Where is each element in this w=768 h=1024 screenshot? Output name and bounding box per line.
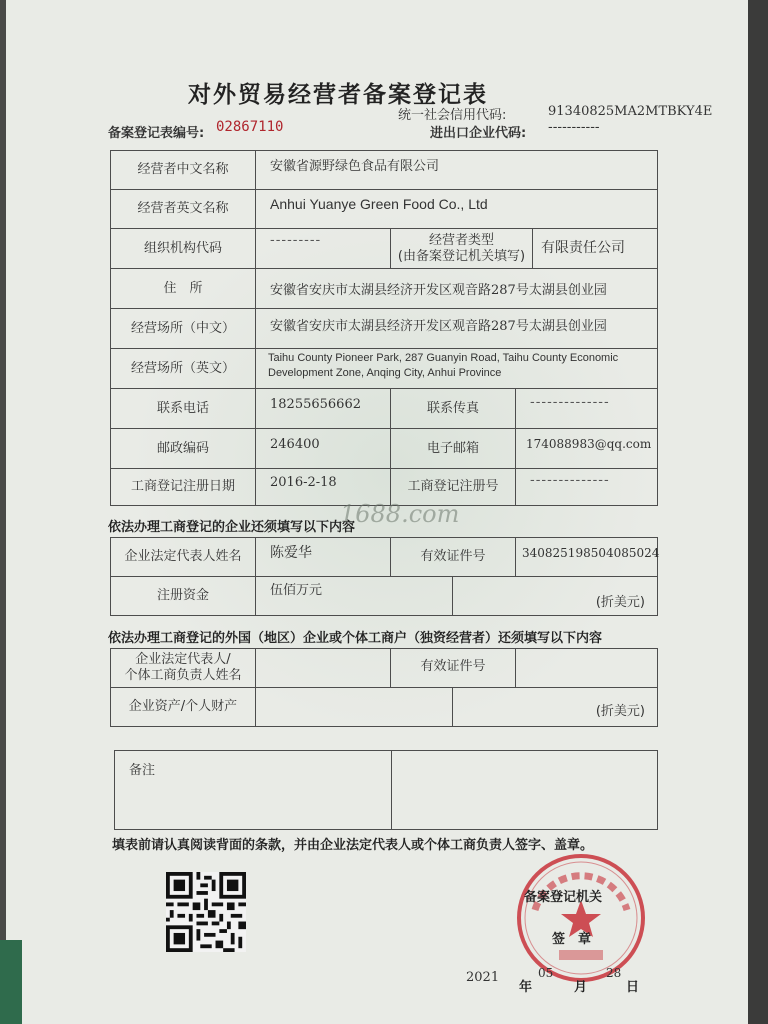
rep3-label-cell (110, 648, 256, 688)
assets-unit: (折美元) (452, 687, 658, 727)
year-label: 年 (519, 980, 533, 995)
type-label-cell (390, 228, 533, 269)
phone-label: 联系电话 (110, 388, 256, 429)
email-value: 174088983@qq.com (515, 428, 658, 469)
org-code-value: --------- (255, 228, 391, 269)
id3-value (515, 648, 658, 688)
biz-cn-value: 安徽省安庆市太湖县经济开发区观音路287号太湖县创业园 (255, 308, 658, 349)
fax-label: 联系传真 (390, 388, 516, 429)
assets-label: 企业资产/个人财产 (110, 687, 256, 727)
uscc-value: 91340825MA2MTBKY4E (548, 104, 713, 119)
capital-unit: (折美元) (452, 576, 658, 616)
remarks-label: 备注 (114, 750, 392, 830)
reg-date-label: 工商登记注册日期 (110, 468, 256, 506)
rep3-label-line-1: 企业法定代表人/ (135, 652, 231, 667)
email-label: 电子邮箱 (390, 428, 516, 469)
authority-label: 备案登记机关 (524, 890, 603, 905)
day-label: 日 (626, 980, 640, 995)
ie-code-label: 进出口企业代码: (430, 126, 527, 141)
rep-value: 陈爱华 (255, 537, 391, 577)
id-value: 340825198504085024 (515, 537, 658, 577)
section2-heading: 依法办理工商登记的企业还须填写以下内容 (108, 520, 356, 535)
biz-en-line-1: Taihu County Pioneer Park, 287 Guanyin Road, Taihu County Economic (268, 352, 619, 364)
reg-num-value: -------------- (515, 468, 658, 506)
id-label: 有效证件号 (390, 537, 516, 577)
year-value: 2021 (466, 970, 500, 985)
remarks-value (391, 750, 658, 830)
reg-no-label: 备案登记表编号: (108, 126, 205, 141)
phone-value: 18255656662 (255, 388, 391, 429)
org-code-label: 组织机构代码 (110, 228, 256, 269)
type-sublabel: (由备案登记机关填写) (397, 248, 526, 264)
background-object (0, 940, 22, 1024)
address-value: 安徽省安庆市太湖县经济开发区观音路287号太湖县创业园 (255, 268, 658, 309)
ie-code-value: ----------- (548, 120, 600, 135)
type-value: 有限责任公司 (532, 228, 658, 269)
cn-name-label: 经营者中文名称 (110, 150, 256, 190)
id3-label: 有效证件号 (390, 648, 516, 688)
reg-no-value: 02867110 (216, 119, 284, 135)
form-title: 对外贸易经营者备案登记表 (188, 82, 488, 108)
biz-en-line-2: Development Zone, Anqing City, Anhui Province (268, 367, 502, 379)
rep-label: 企业法定代表人姓名 (110, 537, 256, 577)
biz-cn-label: 经营场所（中文） (110, 308, 256, 349)
en-name-value: Anhui Yuanye Green Food Co., Ltd (255, 189, 658, 229)
official-seal (513, 850, 649, 986)
reg-date-value: 2016-2-18 (255, 468, 391, 506)
fax-value: -------------- (515, 388, 658, 429)
section3-heading: 依法办理工商登记的外国（地区）企业或个体工商户（独资经营者）还须填写以下内容 (108, 631, 603, 646)
rep3-label-line-2: 个体工商负责人姓名 (124, 668, 242, 683)
zip-label: 邮政编码 (110, 428, 256, 469)
uscc-label: 统一社会信用代码: (398, 108, 507, 123)
footer-note: 填表前请认真阅读背面的条款，并由企业法定代表人或个体工商负责人签字、盖章。 (112, 838, 594, 853)
zip-value: 246400 (255, 428, 391, 469)
sign-label: 签 章 (552, 932, 592, 947)
type-label: 经营者类型 (428, 232, 494, 248)
address-label: 住 所 (110, 268, 256, 309)
en-name-label: 经营者英文名称 (110, 189, 256, 229)
capital-value: 伍佰万元 (255, 576, 453, 616)
qr-code (166, 872, 246, 952)
month-value: 05 (538, 966, 554, 980)
cn-name-value: 安徽省源野绿色食品有限公司 (255, 150, 658, 190)
month-label: 月 (574, 980, 588, 995)
rep3-value (255, 648, 391, 688)
biz-en-value (255, 348, 658, 389)
day-value: 28 (606, 966, 622, 980)
capital-label: 注册资金 (110, 576, 256, 616)
assets-value (255, 687, 453, 727)
reg-num-label: 工商登记注册号 (390, 468, 516, 506)
biz-en-label: 经营场所（英文） (110, 348, 256, 389)
background-edge (748, 0, 768, 1024)
watermark: 1688.com (340, 500, 460, 528)
